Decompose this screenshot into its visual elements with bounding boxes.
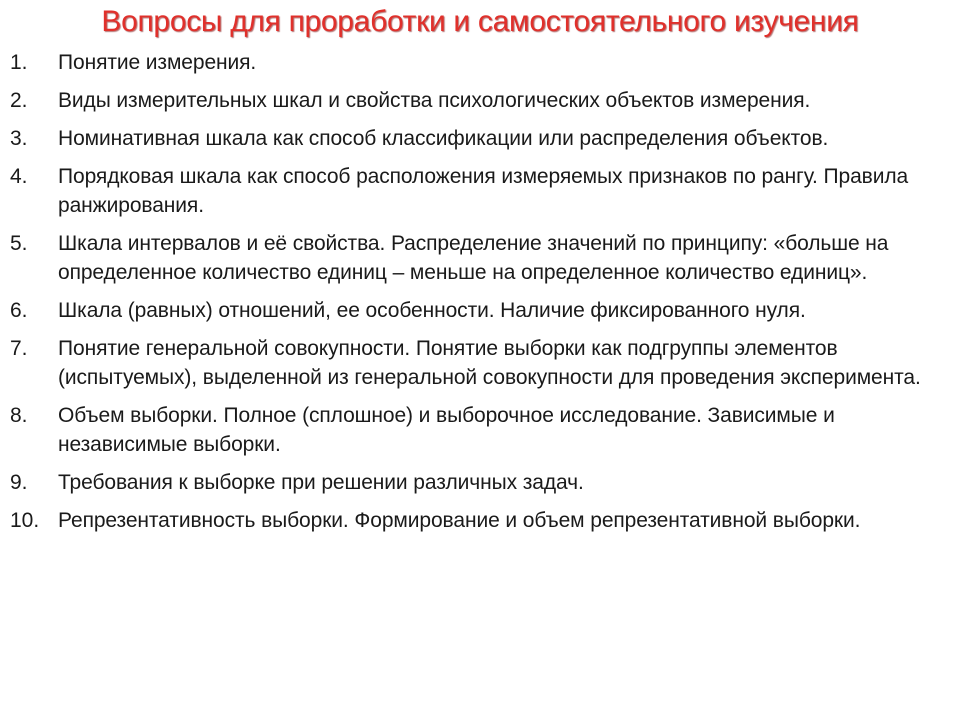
item-number: 3. (10, 127, 28, 150)
item-number: 6. (10, 299, 28, 322)
list-item (0, 296, 960, 325)
list-item (0, 48, 960, 77)
item-text: Шкала (равных) отношений, ее особенности. Наличие фиксированного нуля. (58, 299, 806, 322)
list-item (0, 229, 960, 287)
list-item (0, 124, 960, 153)
list-item (0, 468, 960, 497)
item-text: Номинативная шкала как способ классификации или распределения объектов. (58, 127, 829, 150)
item-number: 5. (10, 232, 28, 255)
slide-title: Вопросы для проработки и самостоятельного изучения (101, 5, 859, 38)
list-item (0, 506, 960, 535)
item-number: 4. (10, 165, 28, 188)
item-text: Репрезентативность выборки. Формирование и объем репрезентативной выборки. (58, 509, 861, 532)
item-number: 1. (10, 51, 28, 74)
list-item (0, 401, 960, 459)
list-item (0, 334, 960, 392)
item-number: 2. (10, 89, 28, 112)
item-number: 10. (10, 509, 40, 532)
item-text: Шкала интервалов и её свойства. Распределение значений по принципу: «больше на определенное количество единиц – меньше на определенное количество единиц». (58, 232, 889, 284)
item-number: 7. (10, 337, 28, 360)
questions-list (0, 48, 960, 544)
list-item (0, 162, 960, 220)
item-number: 9. (10, 471, 28, 494)
item-number: 8. (10, 404, 28, 427)
item-text: Виды измерительных шкал и свойства психологических объектов измерения. (58, 89, 811, 112)
item-text: Требования к выборке при решении различных задач. (58, 471, 584, 494)
item-text: Объем выборки. Полное (сплошное) и выборочное исследование. Зависимые и независимые выборки. (58, 404, 835, 456)
item-text: Порядковая шкала как способ расположения измеряемых признаков по рангу. Правила ранжирования. (58, 165, 909, 217)
item-text: Понятие измерения. (58, 51, 257, 74)
item-text: Понятие генеральной совокупности. Понятие выборки как подгруппы элементов (испытуемых), выделенной из генеральной совокупности для проведения эксперимента. (58, 337, 921, 389)
list-item (0, 86, 960, 115)
